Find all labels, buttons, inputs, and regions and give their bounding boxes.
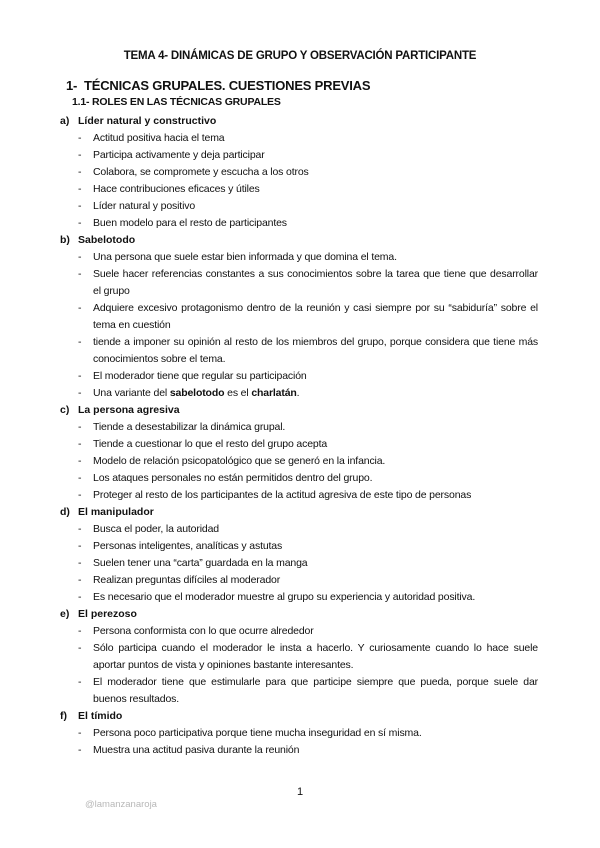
list-item: [60, 623, 538, 640]
list-item-text: [93, 181, 538, 198]
list-item: [60, 538, 538, 555]
bold-term: charlatán: [251, 386, 297, 399]
list-item: [60, 742, 538, 759]
role-section: [60, 113, 538, 232]
text-segment: Persona poco participativa porque tiene mucha inseguridad en sí misma.: [93, 726, 422, 739]
bullet-dash: -: [78, 250, 82, 263]
bullet-dash: -: [78, 675, 82, 688]
bullet-dash: -: [78, 199, 82, 212]
list-item: [60, 130, 538, 147]
text-segment: Muestra una actitud pasiva durante la reunión: [93, 743, 300, 756]
role-title: El manipulador: [78, 505, 154, 518]
list-item-text: [93, 521, 538, 538]
role-heading: [60, 232, 538, 249]
text-segment: Una persona que suele estar bien informada y que domina el tema.: [93, 250, 397, 263]
list-item: [60, 266, 538, 300]
list-item-text: [93, 368, 538, 385]
list-item-text: [93, 249, 538, 266]
bullet-dash: -: [78, 131, 82, 144]
role-title: Sabelotodo: [78, 233, 136, 246]
text-segment: Personas inteligentes, analíticas y astutas: [93, 539, 283, 552]
list-item: [60, 487, 538, 504]
list-item-text: [93, 623, 538, 640]
list-item: [60, 521, 538, 538]
list-item: [60, 453, 538, 470]
bullet-dash: -: [78, 539, 82, 552]
role-letter: c): [60, 403, 70, 416]
role-heading: [60, 113, 538, 130]
list-item: [60, 674, 538, 708]
role-letter: a): [60, 114, 70, 127]
list-item-text: [93, 300, 538, 334]
list-item-text: [93, 198, 538, 215]
list-item-text: [93, 555, 538, 572]
list-item-text: [93, 385, 538, 402]
list-item: [60, 572, 538, 589]
section-number: 1-: [66, 78, 78, 93]
role-letter: e): [60, 607, 70, 620]
text-segment: Tiende a desestabilizar la dinámica grupal.: [93, 420, 286, 433]
bullet-dash: -: [78, 148, 82, 161]
bullet-dash: -: [78, 522, 82, 535]
text-segment: es el: [224, 386, 252, 399]
text-segment: Suelen tener una “carta” guardada en la manga: [93, 556, 308, 569]
list-item-text: [93, 487, 538, 504]
bullet-dash: -: [78, 641, 82, 654]
role-heading: [60, 402, 538, 419]
bullet-dash: -: [78, 267, 82, 280]
list-item-text: [93, 742, 538, 759]
section-heading-text: TÉCNICAS GRUPALES. CUESTIONES PREVIAS: [84, 78, 371, 93]
list-item: [60, 147, 538, 164]
text-segment: Es necesario que el moderador muestre al grupo su experiencia y autoridad positiva.: [93, 590, 476, 603]
text-segment: El moderador tiene que regular su participación: [93, 369, 307, 382]
page-number: 1: [296, 786, 304, 798]
text-segment: Suele hacer referencias constantes a sus conocimientos sobre la tarea que tiene que desarrollar el grupo: [93, 267, 538, 297]
bullet-dash: -: [78, 335, 82, 348]
text-segment: Busca el poder, la autoridad: [93, 522, 219, 535]
role-title: El perezoso: [78, 607, 137, 620]
subsection-heading: 1.1- ROLES EN LAS TÉCNICAS GRUPALES: [72, 96, 281, 108]
list-item-text: [93, 640, 538, 674]
bullet-dash: -: [78, 420, 82, 433]
document-title: TEMA 4- DINÁMICAS DE GRUPO Y OBSERVACIÓN PARTICIPANTE: [123, 50, 477, 62]
text-segment: Actitud positiva hacia el tema: [93, 131, 225, 144]
list-item-text: [93, 470, 538, 487]
bullet-dash: -: [78, 743, 82, 756]
list-item: [60, 419, 538, 436]
text-segment: Tiende a cuestionar lo que el resto del grupo acepta: [93, 437, 328, 450]
list-item: [60, 385, 538, 402]
list-item: [60, 640, 538, 674]
bullet-dash: -: [78, 437, 82, 450]
list-item: [60, 215, 538, 232]
bullet-dash: -: [78, 454, 82, 467]
text-segment: .: [296, 386, 300, 399]
bullet-dash: -: [78, 556, 82, 569]
bullet-dash: -: [78, 386, 82, 399]
list-item: [60, 368, 538, 385]
bold-term: sabelotodo: [169, 386, 225, 399]
list-item: [60, 181, 538, 198]
role-title: Líder natural y constructivo: [78, 114, 217, 127]
list-item: [60, 725, 538, 742]
bullet-dash: -: [78, 369, 82, 382]
role-heading: [60, 504, 538, 521]
role-letter: b): [60, 233, 70, 246]
text-segment: Hace contribuciones eficaces y útiles: [93, 182, 260, 195]
list-item-text: [93, 334, 538, 368]
list-item-text: [93, 589, 538, 606]
text-segment: Realizan preguntas difíciles al moderador: [93, 573, 281, 586]
list-item-text: [93, 130, 538, 147]
text-segment: Sólo participa cuando el moderador le insta a hacerlo. Y curiosamente cuando lo hace suele aportar puntos de vista y opiniones bastante interesantes.: [93, 641, 538, 671]
role-section: [60, 504, 538, 606]
list-item-text: [93, 436, 538, 453]
role-heading: [60, 606, 538, 623]
list-item: [60, 555, 538, 572]
section-heading: [66, 78, 370, 93]
list-item-text: [93, 674, 538, 708]
role-letter: f): [60, 709, 67, 722]
list-item: [60, 198, 538, 215]
list-item: [60, 436, 538, 453]
bullet-dash: -: [78, 590, 82, 603]
text-segment: Participa activamente y deja participar: [93, 148, 265, 161]
list-item: [60, 164, 538, 181]
role-letter: d): [60, 505, 70, 518]
text-segment: Modelo de relación psicopatológico que se generó en la infancia.: [93, 454, 386, 467]
role-section: [60, 402, 538, 504]
text-segment: Líder natural y positivo: [93, 199, 196, 212]
role-heading: [60, 708, 538, 725]
bullet-dash: -: [78, 216, 82, 229]
list-item-text: [93, 572, 538, 589]
text-segment: tiende a imponer su opinión al resto de los miembros del grupo, porque considera que tiene más conocimientos sobre el tema.: [93, 335, 538, 365]
text-segment: Persona conformista con lo que ocurre alrededor: [93, 624, 314, 637]
list-item: [60, 249, 538, 266]
list-item-text: [93, 215, 538, 232]
role-section: [60, 232, 538, 402]
role-section: [60, 606, 538, 708]
bullet-dash: -: [78, 726, 82, 739]
bullet-dash: -: [78, 624, 82, 637]
text-segment: Los ataques personales no están permitidos dentro del grupo.: [93, 471, 373, 484]
list-item-text: [93, 164, 538, 181]
list-item-text: [93, 147, 538, 164]
list-item-text: [93, 725, 538, 742]
list-item: [60, 300, 538, 334]
list-item: [60, 334, 538, 368]
role-title: La persona agresiva: [78, 403, 180, 416]
list-item-text: [93, 266, 538, 300]
bullet-dash: -: [78, 471, 82, 484]
text-segment: Colabora, se compromete y escucha a los otros: [93, 165, 309, 178]
watermark: @lamanzanaroja: [85, 799, 157, 810]
list-item-text: [93, 538, 538, 555]
bullet-dash: -: [78, 488, 82, 501]
text-segment: Adquiere excesivo protagonismo dentro de la reunión y casi siempre por su “sabiduría” sobre el tema en cuestión: [93, 301, 538, 331]
text-segment: El moderador tiene que estimularle para que participe siempre que pueda, porque suele dar buenos resultados.: [93, 675, 538, 705]
bullet-dash: -: [78, 182, 82, 195]
bullet-dash: -: [78, 301, 82, 314]
text-segment: Buen modelo para el resto de participantes: [93, 216, 287, 229]
role-section: [60, 708, 538, 759]
text-segment: Una variante del: [93, 386, 170, 399]
list-item-text: [93, 453, 538, 470]
roles-list: [60, 113, 538, 759]
list-item-text: [93, 419, 538, 436]
bullet-dash: -: [78, 165, 82, 178]
text-segment: Proteger al resto de los participantes de la actitud agresiva de este tipo de personas: [93, 488, 472, 501]
list-item: [60, 470, 538, 487]
role-title: El tímido: [78, 709, 123, 722]
list-item: [60, 589, 538, 606]
bullet-dash: -: [78, 573, 82, 586]
